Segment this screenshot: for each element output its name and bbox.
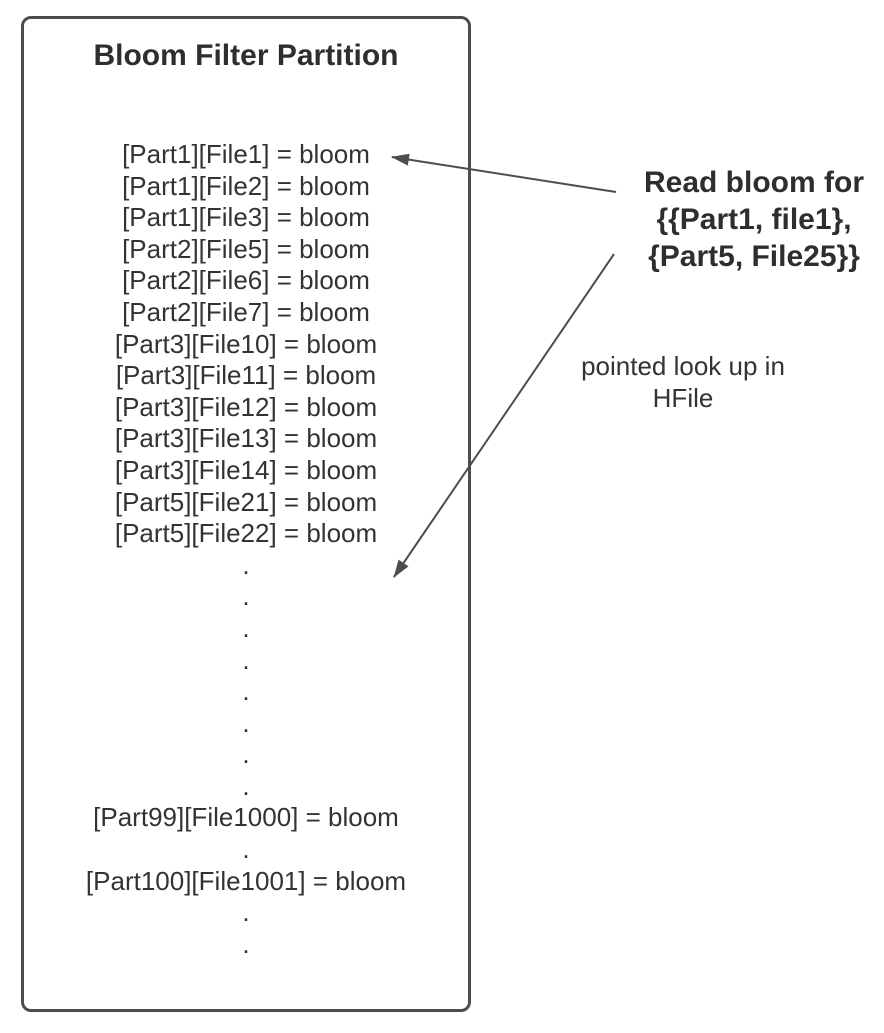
bloom-entry: [Part3][File11] = bloom — [115, 360, 377, 391]
bloom-entry: . — [242, 549, 250, 580]
bloom-entry: [Part3][File14] = bloom — [114, 454, 378, 485]
bloom-entry: [Part1][File3] = bloom — [122, 202, 370, 233]
bloom-entry: . — [242, 707, 250, 738]
bloom-entry: . — [242, 612, 250, 643]
bloom-entry: . — [242, 644, 250, 675]
bloom-entry: [Part3][File12] = bloom — [114, 391, 378, 422]
bloom-entry: . — [242, 928, 250, 959]
read-bloom-annotation — [618, 164, 884, 275]
bloom-entry: [Part2][File6] = bloom — [122, 265, 370, 296]
bloom-entry: [Part2][File5] = bloom — [122, 233, 370, 264]
bloom-entry: [Part1][File1] = bloom — [122, 139, 370, 169]
bloom-entry: [Part2][File7] = bloom — [122, 296, 370, 327]
bloom-entry: . — [242, 739, 250, 770]
partition-box-title: Bloom Filter Partition — [93, 39, 399, 72]
bloom-entry: . — [242, 770, 250, 801]
bloom-entry: [Part3][File13] = bloom — [114, 423, 378, 454]
bloom-entry: [Part1][File2] = bloom — [122, 170, 370, 201]
read-bloom-annotation-line: {Part5, File25}} — [648, 240, 860, 273]
bloom-entry: [Part5][File22] = bloom — [114, 518, 378, 549]
bloom-entry: . — [242, 897, 250, 928]
bloom-entry: [Part3][File10] = bloom — [114, 328, 378, 359]
bloom-entry: [Part99][File1000] = bloom — [93, 802, 399, 833]
bloom-entry-list — [21, 139, 471, 960]
bloom-entry: [Part100][File1001] = bloom — [85, 865, 407, 896]
pointed-lookup-annotation — [553, 350, 813, 414]
read-bloom-annotation-line: Read bloom for — [643, 166, 864, 199]
bloom-entry: . — [242, 676, 250, 707]
bloom-entry: [Part5][File21] = bloom — [114, 486, 378, 517]
pointed-lookup-annotation-line: HFile — [652, 383, 714, 413]
pointed-lookup-annotation-line: pointed look up in — [581, 351, 785, 381]
bloom-entry: . — [242, 834, 250, 865]
read-bloom-annotation-line: {{Part1, file1}, — [656, 203, 852, 236]
bloom-entry: . — [242, 581, 250, 612]
